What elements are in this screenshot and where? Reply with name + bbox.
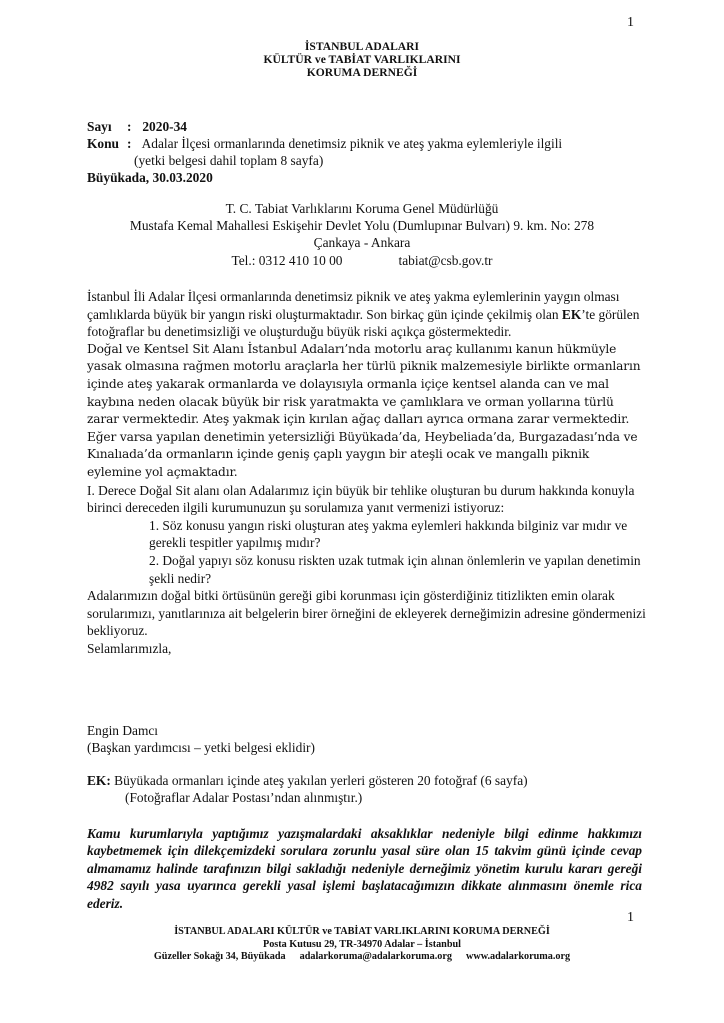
recipient-address: Mustafa Kemal Mahallesi Eskişehir Devlet Yolu (Dumlupınar Bulvarı) 9. km. No: 278 [129,218,595,234]
signatory-title: (Başkan yardımcısı – yetki belgesi eklidir) [87,740,315,755]
attachment-block [87,772,528,806]
recipient-block [0,200,724,269]
paragraph-2: Doğal ve Kentsel Sit Alanı İstanbul Adaları’nda motorlu araç kullanımı kanun hükmüyle yasak olmasına rağmen motorlu araçlarla her türlü piknik malzemesiyle birlikte ormanların içinde ateş yakarak ormanlarda ve dolayısıyla ormanla içiçe kentsel alanda can ve mal kaybına neden olacak büyük bir risk yaratmakta ve çamlıklara ve orman yollarına türlü zarar vermektedir. Ateş yakmak için kırılan ağaç dalları ayrıca ormana zarar vermektedir. Eğer varsa yapılan denetimin yetersizliği Büyükada’da, Heybeliada’da, Burgazadası’nda ve Kınalıada’da ormanların içinde geniş çaplı yaygın bir ateşli ocak ve mangallı piknik eylemine yol açmaktadır. [87,341,641,479]
footer-website[interactable]: www.adalarkoruma.org [465,951,571,962]
question-2: 2. Doğal yapıyı söz konusu riskten uzak tutmak için alınan önlemlerin ve yapılan denetimin şekli nedir? [149,552,641,586]
footer-email[interactable]: adalarkoruma@adalarkoruma.org [299,951,452,962]
letterhead-line-1: İSTANBUL ADALARI [304,40,420,53]
letter-meta [87,118,667,186]
colon: : [127,136,132,151]
recipient-city: Çankaya - Ankara [313,235,411,251]
attachment-text: Büyükada ormanları içinde ateş yakılan yerleri gösteren 20 fotoğraf (6 sayfa) [114,773,528,788]
legal-warning: Kamu kurumlarıyla yaptığımız yazışmalardaki aksaklıklar nedeniyle bilgi edinme hakkımızı kaybetmemek için dilekçemizdeki sorulara zorunlu yasal süre olan 15 takvim günü içinde cevap almamamız halinde tarafınızın bilgi sakladığı nedeniyle derneğimiz yönetim kurulu kararı gereği 4982 sayılı yasa uyarınca gerekli yasal işlemi başlatacağımızın dikkate alınmasını önemle rica ederiz. [87,826,642,911]
recipient-name: T. C. Tabiat Varlıklarını Koruma Genel Müdürlüğü [225,201,499,216]
paragraph-1 [87,288,647,341]
colon: : [127,119,132,134]
attachment-note: (Fotoğraflar Adalar Postası’ndan alınmıştır.) [125,790,363,805]
signature-block [87,722,315,756]
footer-street: Güzeller Sokağı 34, Büyükada [153,951,286,962]
subject-row [87,135,667,152]
recipient-email: tabiat@csb.gov.tr [398,252,493,268]
footer-po-box: Posta Kutusu 29, TR-34970 Adalar – İstanbul [262,938,462,950]
reference-label: Sayı [87,119,112,134]
subject-text: Adalar İlçesi ormanlarında denetimsiz piknik ve ateş yakma eylemleriyle ilgili [141,136,563,151]
place-date: Büyükada, 30.03.2020 [87,170,213,185]
reference-number-row [87,118,667,135]
question-1: 1. Söz konusu yangın riski oluşturan ateş yakma eylemleri hakkında bilginiz var mıdır ve gerekli tespitler yapılmış mıdır? [149,517,628,551]
paragraph-4: Adalarımızın doğal bitki örtüsünün gereği gibi korunması için gösterdiğiniz titizlikten emin olarak sorularımızı, yanıtlarınıza ait belgelerin birer örneğini de ekleyerek derneğimizin adresine göndermenizi bekliyoruz. [87,588,646,639]
reference-number: 2020-34 [142,119,187,134]
letter-body [87,288,647,657]
closing: Selamlarımızla, [87,640,172,656]
attachment-label: EK: [87,773,111,788]
signatory-name: Engin Damcı [87,723,159,738]
page-number-top: 1 [627,15,634,30]
letterhead-line-2: KÜLTÜR ve TABİAT VARLIKLARINI [263,53,461,66]
footer [0,926,724,964]
paragraph-3: I. Derece Doğal Sit alanı olan Adalarımız için büyük bir tehlike oluşturan bu durum hakkında konuyla birinci dereceden ilgili kurumunuzun şu sorulamıza yanıt vermenizi istiyoruz: [87,482,635,516]
page-number-bottom: 1 [627,910,634,925]
recipient-tel: Tel.: 0312 410 10 00 [231,252,343,268]
attachment-reference: EK [561,306,582,322]
letterhead-line-3: KORUMA DERNEĞİ [306,66,418,79]
paragraph-1-text-b: ’te görülen fotoğraflar bu denetimsizliği ve oluşturduğu büyük riski açıkça göstermektedir. [87,306,640,340]
footer-contact [0,951,724,964]
subject-note: (yetki belgesi dahil toplam 8 sayfa) [134,153,324,168]
recipient-contact [0,252,724,269]
subject-label: Konu [87,136,120,151]
footer-org: İSTANBUL ADALARI KÜLTÜR ve TABİAT VARLIKLARINI KORUMA DERNEĞİ [174,926,550,937]
letterhead [0,40,724,79]
attachment-line [87,772,528,789]
paragraph-1-text-a: İstanbul İli Adalar İlçesi ormanlarında denetimsiz piknik ve ateş yakma eylemlerinin yaygın olması çamlıklarda büyük bir yangın riski oluşturmaktadır. Son birkaç gün içinde çekilmiş olan [87,289,620,322]
